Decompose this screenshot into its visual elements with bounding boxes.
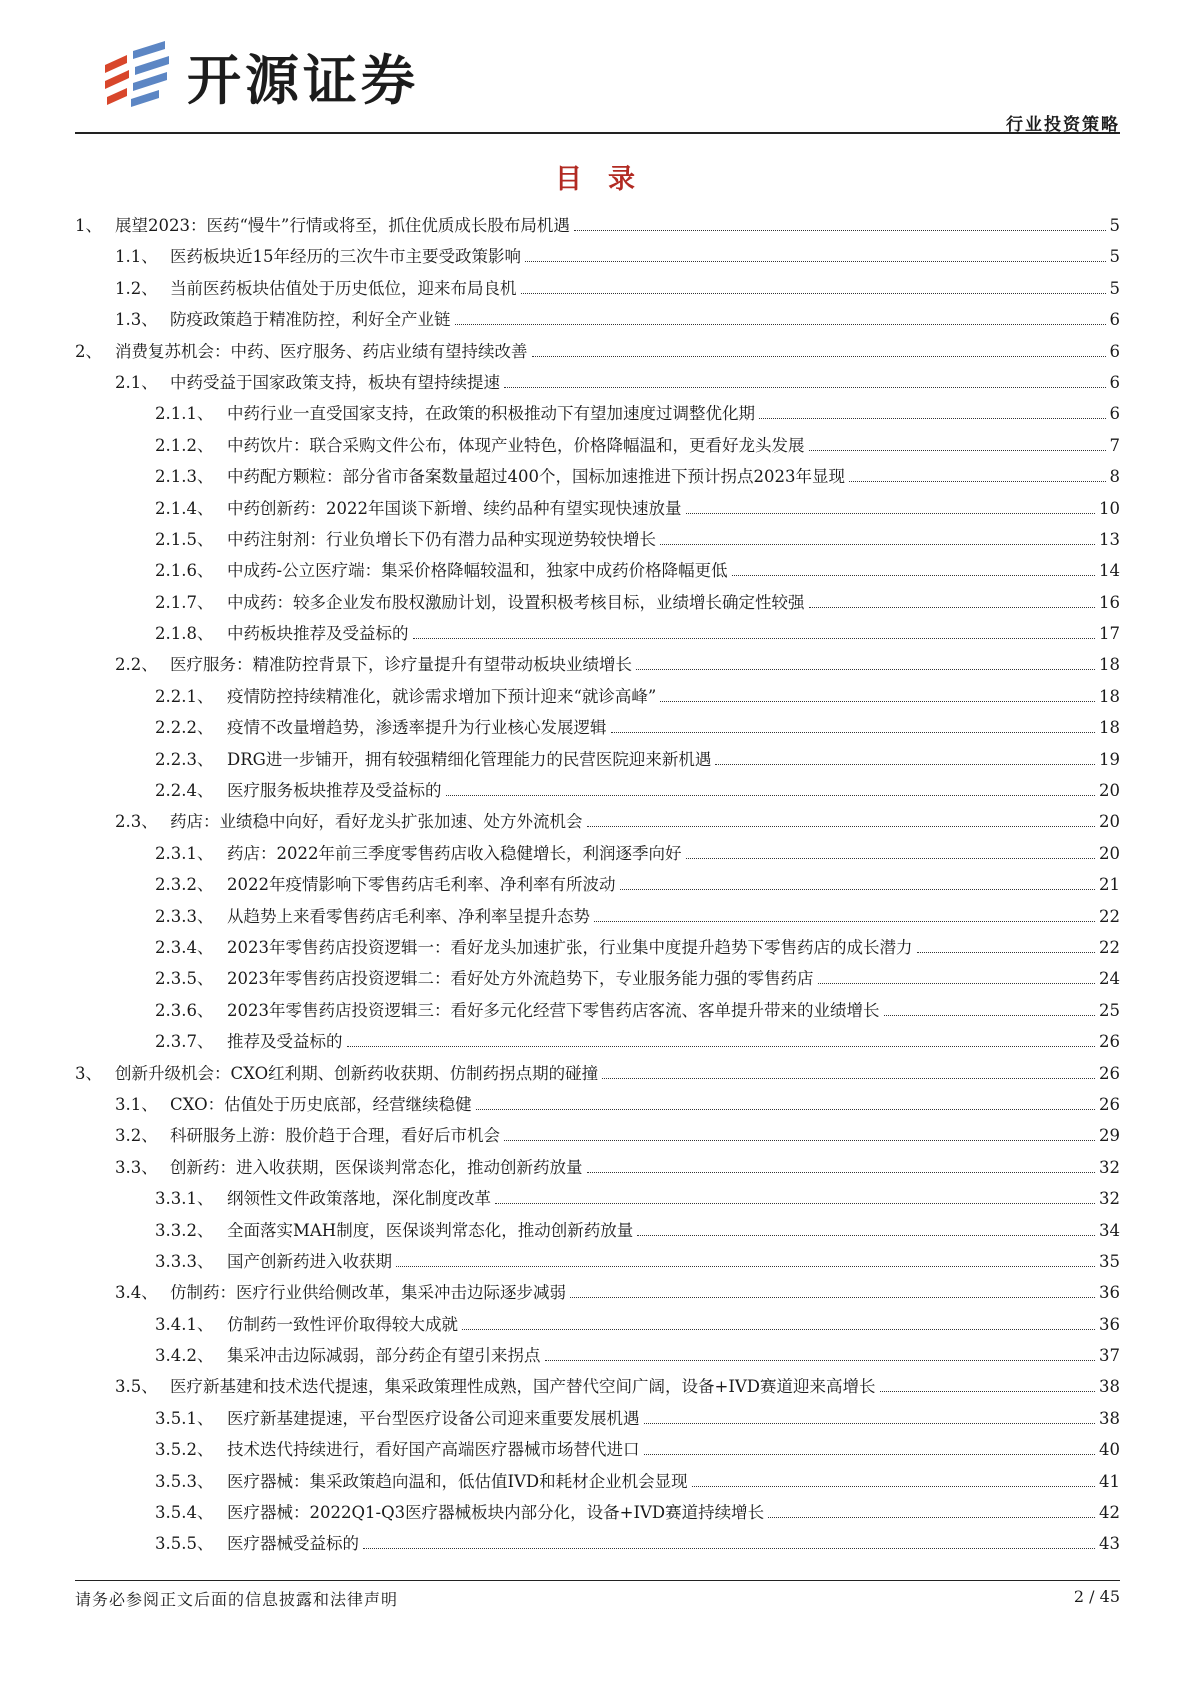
- toc-entry-page: 34: [1099, 1220, 1120, 1240]
- toc-entry-number: 2.1.3、: [155, 467, 214, 487]
- toc-entry-title: 2023年零售药店投资逻辑二：看好处方外流趋势下，专业服务能力强的零售药店: [227, 969, 814, 989]
- toc-entry-title: 全面落实MAH制度，医保谈判常态化，推动创新药放量: [227, 1220, 634, 1240]
- toc-dot-leader: [532, 356, 1106, 357]
- toc-entry-number: 3.4、: [115, 1283, 158, 1303]
- toc-dot-leader: [570, 1297, 1095, 1298]
- toc-entry[interactable]: [75, 432, 1120, 463]
- toc-entry-title: 中药注射剂：行业负增长下仍有潜力品种实现逆势较快增长: [227, 529, 656, 549]
- toc-dot-leader: [686, 858, 1096, 859]
- toc-entry-page: 42: [1099, 1503, 1120, 1523]
- toc-entry[interactable]: [75, 1468, 1120, 1499]
- toc-dot-leader: [732, 575, 1095, 576]
- toc-entry[interactable]: [75, 1405, 1120, 1436]
- toc-entry[interactable]: [75, 495, 1120, 526]
- toc-entry[interactable]: [75, 338, 1120, 369]
- toc-entry-page: 35: [1099, 1251, 1120, 1271]
- toc-entry-title: 创新升级机会：CXO红利期、创新药收获期、仿制药拐点期的碰撞: [115, 1063, 599, 1083]
- toc-entry[interactable]: [75, 369, 1120, 400]
- toc-entry-page: 18: [1099, 655, 1120, 675]
- toc-entry-number: 3.5.1、: [155, 1408, 214, 1428]
- toc-dot-leader: [446, 795, 1096, 796]
- toc-entry-number: 1.1、: [115, 247, 158, 267]
- toc-entry-title: 医疗服务：精准防控背景下，诊疗量提升有望带动板块业绩增长: [170, 655, 632, 675]
- toc-entry[interactable]: [75, 683, 1120, 714]
- toc-entry-title: 医药板块近15年经历的三次牛市主要受政策影响: [170, 247, 521, 267]
- toc-dot-leader: [574, 230, 1106, 231]
- toc-entry-title: 医疗器械：2022Q1-Q3医疗器械板块内部分化，设备+IVD赛道持续增长: [227, 1503, 765, 1523]
- toc-dot-leader: [611, 732, 1096, 733]
- toc-entry-number: 2.1.8、: [155, 624, 214, 644]
- toc-entry-title: 中药行业一直受国家支持，在政策的积极推动下有望加速度过调整优化期: [227, 404, 755, 424]
- toc-entry-page: 36: [1099, 1283, 1120, 1303]
- toc-dot-leader: [637, 1235, 1095, 1236]
- toc-entry-page: 8: [1109, 467, 1120, 487]
- toc-entry[interactable]: [75, 1373, 1120, 1404]
- toc-entry-title: 药店：2022年前三季度零售药店收入稳健增长，利润逐季向好: [227, 843, 682, 863]
- toc-entry[interactable]: [75, 557, 1120, 588]
- toc-entry-title: 中药配方颗粒：部分省市备案数量超过400个，国标加速推进下预计拐点2023年显现: [227, 467, 845, 487]
- toc-entry-number: 2.1、: [115, 372, 158, 392]
- toc-entry-page: 13: [1099, 529, 1120, 549]
- toc-dot-leader: [476, 1109, 1095, 1110]
- toc-entry-title: 医疗新基建和技术迭代提速，集采政策理性成熟，国产替代空间广阔，设备+IVD赛道迎来高增长: [170, 1377, 876, 1397]
- toc-dot-leader: [594, 921, 1095, 922]
- toc-entry-title: 中药受益于国家政策支持，板块有望持续提速: [170, 372, 500, 392]
- toc-entry-title: 创新药：进入收获期，医保谈判常态化，推动创新药放量: [170, 1157, 583, 1177]
- toc-entry-title: 中药创新药：2022年国谈下新增、续约品种有望实现快速放量: [227, 498, 682, 518]
- toc-entry-number: 3.5.3、: [155, 1471, 214, 1491]
- toc-entry-title: 仿制药：医疗行业供给侧改革，集采冲击边际逐步减弱: [170, 1283, 566, 1303]
- toc-entry-title: 中成药-公立医疗端：集采价格降幅较温和，独家中成药价格降幅更低: [227, 561, 728, 581]
- toc-entry-number: 1、: [75, 216, 102, 235]
- toc-entry-number: 2.1.4、: [155, 498, 214, 518]
- toc-entry[interactable]: [75, 934, 1120, 965]
- toc-entry[interactable]: [75, 871, 1120, 902]
- toc-entry[interactable]: [75, 1091, 1120, 1122]
- toc-dot-leader: [809, 607, 1096, 608]
- toc-entry-page: 32: [1099, 1157, 1120, 1177]
- toc-entry-title: 药店：业绩稳中向好，看好龙头扩张加速、处方外流机会: [170, 812, 583, 832]
- page-header: [75, 30, 1120, 135]
- toc-entry-title: 医疗新基建提速，平台型医疗设备公司迎来重要发展机遇: [227, 1408, 640, 1428]
- toc-entry-number: 2.1.2、: [155, 435, 214, 455]
- toc-entry-title: 中药板块推荐及受益标的: [227, 624, 409, 644]
- toc-entry[interactable]: [75, 1530, 1120, 1561]
- toc-title: 目录: [555, 164, 661, 195]
- toc-entry-page: 38: [1099, 1377, 1120, 1397]
- toc-entry-number: 2.1.1、: [155, 404, 214, 424]
- toc-dot-leader: [602, 1078, 1095, 1079]
- toc-entry-title: 消费复苏机会：中药、医疗服务、药店业绩有望持续改善: [115, 341, 528, 361]
- toc-entry-page: 20: [1099, 812, 1120, 832]
- toc-entry-title: 2023年零售药店投资逻辑三：看好多元化经营下零售药店客流、客单提升带来的业绩增长: [227, 1000, 880, 1020]
- toc-entry-page: 40: [1099, 1440, 1120, 1460]
- toc-entry-title: 疫情不改量增趋势，渗透率提升为行业核心发展逻辑: [227, 718, 607, 738]
- toc-entry-page: 6: [1109, 341, 1120, 361]
- toc-entry[interactable]: [75, 1217, 1120, 1248]
- toc-dot-leader: [413, 638, 1096, 639]
- toc-dot-leader: [660, 701, 1095, 702]
- toc-entry[interactable]: [75, 1279, 1120, 1310]
- toc-dot-leader: [504, 1140, 1095, 1141]
- toc-entry-page: 10: [1099, 498, 1120, 518]
- toc-entry[interactable]: [75, 997, 1120, 1028]
- toc-dot-leader: [396, 1266, 1095, 1267]
- toc-entry-number: 2.3.5、: [155, 969, 214, 989]
- toc-entry-title: 中药饮片：联合采购文件公布，体现产业特色，价格降幅温和，更看好龙头发展: [227, 435, 805, 455]
- toc-dot-leader: [715, 764, 1095, 765]
- toc-entry-number: 2.2.3、: [155, 749, 214, 769]
- toc-entry[interactable]: [75, 965, 1120, 996]
- brand-logo-icon: [97, 41, 177, 113]
- toc-entry[interactable]: [75, 1185, 1120, 1216]
- toc-dot-leader: [636, 669, 1095, 670]
- toc-entry-number: 3.5.2、: [155, 1440, 214, 1460]
- toc-entry-title: 2022年疫情影响下零售药店毛利率、净利率有所波动: [227, 875, 616, 895]
- toc-entry-title: 疫情防控持续精准化，就诊需求增加下预计迎来“就诊高峰”: [227, 686, 657, 706]
- toc-dot-leader: [849, 481, 1106, 482]
- toc-dot-leader: [495, 1203, 1095, 1204]
- toc-entry-number: 3.3.1、: [155, 1189, 214, 1209]
- toc-entry-number: 3.4.2、: [155, 1346, 214, 1366]
- toc-entry-page: 6: [1109, 404, 1120, 424]
- toc-dot-leader: [347, 1046, 1096, 1047]
- toc-entry[interactable]: [75, 1122, 1120, 1153]
- toc-dot-leader: [525, 261, 1106, 262]
- toc-entry-title: 集采冲击边际减弱，部分药企有望引来拐点: [227, 1346, 541, 1366]
- toc-entry-page: 21: [1099, 875, 1120, 895]
- toc-entry-title: 2023年零售药店投资逻辑一：看好龙头加速扩张，行业集中度提升趋势下零售药店的成长潜力: [227, 937, 913, 957]
- toc-dot-leader: [660, 544, 1095, 545]
- toc-dot-leader: [917, 952, 1096, 953]
- toc-entry-page: 20: [1099, 843, 1120, 863]
- toc-entry-page: 19: [1099, 749, 1120, 769]
- toc-entry-page: 5: [1109, 247, 1120, 267]
- toc-entry-number: 1.3、: [115, 310, 158, 330]
- toc-entry-page: 43: [1099, 1534, 1120, 1554]
- toc-entry-number: 3.1、: [115, 1094, 158, 1114]
- toc-entry-number: 2.3.4、: [155, 937, 214, 957]
- toc-dot-leader: [759, 418, 1106, 419]
- toc-dot-leader: [620, 889, 1096, 890]
- toc-entry-page: 6: [1109, 372, 1120, 392]
- toc-entry-page: 7: [1109, 435, 1120, 455]
- toc-entry-number: 2、: [75, 341, 102, 361]
- toc-entry-page: 22: [1099, 937, 1120, 957]
- toc-entry-number: 3.4.1、: [155, 1314, 214, 1334]
- toc-entry-number: 2.3.7、: [155, 1032, 214, 1052]
- toc-entry-number: 2.3、: [115, 812, 158, 832]
- toc-entry-title: 从趋势上来看零售药店毛利率、净利率呈提升态势: [227, 906, 590, 926]
- report-type: 行业投资策略: [1006, 115, 1120, 135]
- toc-entry[interactable]: [75, 243, 1120, 274]
- toc-entry-title: 医疗器械受益标的: [227, 1534, 359, 1554]
- toc-entry-title: 仿制药一致性评价取得较大成就: [227, 1314, 458, 1334]
- toc-dot-leader: [545, 1360, 1096, 1361]
- toc-dot-leader: [521, 293, 1106, 294]
- header-divider: [75, 132, 1120, 134]
- toc-entry-number: 3、: [75, 1063, 102, 1083]
- toc-entry-page: 26: [1099, 1032, 1120, 1052]
- toc-entry-number: 2.2.2、: [155, 718, 214, 738]
- toc-entry-page: 32: [1099, 1189, 1120, 1209]
- toc-dot-leader: [880, 1391, 1096, 1392]
- toc-entry-title: 技术迭代持续进行，看好国产高端医疗器械市场替代进口: [227, 1440, 640, 1460]
- toc-entry[interactable]: [75, 903, 1120, 934]
- toc-entry-number: 2.1.7、: [155, 592, 214, 612]
- toc-entry[interactable]: [75, 526, 1120, 557]
- toc-dot-leader: [686, 513, 1096, 514]
- toc-entry-number: 3.5、: [115, 1377, 158, 1397]
- toc-dot-leader: [587, 826, 1096, 827]
- toc-entry-number: 2.1.5、: [155, 529, 214, 549]
- toc-entry[interactable]: [75, 1154, 1120, 1185]
- toc-dot-leader: [809, 450, 1106, 451]
- toc-entry[interactable]: [75, 1342, 1120, 1373]
- toc-dot-leader: [818, 983, 1096, 984]
- toc-dot-leader: [363, 1548, 1095, 1549]
- toc-entry[interactable]: [75, 589, 1120, 620]
- toc-entry-number: 2.2.1、: [155, 686, 214, 706]
- toc-entry-title: 中成药：较多企业发布股权激励计划，设置积极考核目标，业绩增长确定性较强: [227, 592, 805, 612]
- toc-entry-number: 2.3.2、: [155, 875, 214, 895]
- toc-dot-leader: [455, 324, 1106, 325]
- toc-entry-title: 科研服务上游：股价趋于合理，看好后市机会: [170, 1126, 500, 1146]
- toc-entry-page: 5: [1109, 216, 1120, 235]
- toc-entry[interactable]: [75, 746, 1120, 777]
- toc-entry-title: 国产创新药进入收获期: [227, 1251, 392, 1271]
- toc-entry-number: 2.2、: [115, 655, 158, 675]
- toc-entry-page: 18: [1099, 686, 1120, 706]
- toc-entry[interactable]: [75, 275, 1120, 306]
- toc-entry-title: 纲领性文件政策落地，深化制度改革: [227, 1189, 491, 1209]
- toc-entry-number: 2.3.1、: [155, 843, 214, 863]
- toc-entry-page: 16: [1099, 592, 1120, 612]
- toc-entry-page: 24: [1099, 969, 1120, 989]
- table-of-contents: [75, 212, 1120, 1562]
- toc-entry[interactable]: [75, 1060, 1120, 1091]
- toc-entry-number: 3.2、: [115, 1126, 158, 1146]
- toc-dot-leader: [884, 1015, 1096, 1016]
- toc-entry-number: 2.2.4、: [155, 781, 214, 801]
- toc-dot-leader: [644, 1423, 1096, 1424]
- toc-entry-title: 展望2023：医药“慢牛”行情或将至，抓住优质成长股布局机遇: [115, 216, 570, 235]
- toc-entry[interactable]: [75, 1436, 1120, 1467]
- toc-entry-number: 3.5.4、: [155, 1503, 214, 1523]
- toc-entry-page: 38: [1099, 1408, 1120, 1428]
- brand-name: 开源证券: [187, 49, 419, 112]
- brand-logo: [97, 38, 419, 115]
- toc-entry[interactable]: [75, 1499, 1120, 1530]
- toc-entry-title: 当前医药板块估值处于历史低位，迎来布局良机: [170, 278, 517, 298]
- toc-entry-page: 37: [1099, 1346, 1120, 1366]
- toc-entry[interactable]: [75, 808, 1120, 839]
- toc-entry-page: 26: [1099, 1063, 1120, 1083]
- toc-entry-page: 41: [1099, 1471, 1120, 1491]
- toc-dot-leader: [587, 1172, 1096, 1173]
- toc-entry[interactable]: [75, 1248, 1120, 1279]
- toc-entry-page: 20: [1099, 781, 1120, 801]
- toc-entry-page: 6: [1109, 310, 1120, 330]
- toc-entry-number: 3.3.3、: [155, 1251, 214, 1271]
- toc-dot-leader: [768, 1517, 1095, 1518]
- page-indicator: 2 / 45: [1073, 1587, 1120, 1606]
- toc-entry[interactable]: [75, 714, 1120, 745]
- toc-entry-page: 14: [1099, 561, 1120, 581]
- toc-entry[interactable]: [75, 306, 1120, 337]
- toc-entry-page: 18: [1099, 718, 1120, 738]
- toc-entry[interactable]: [75, 400, 1120, 431]
- toc-entry-page: 22: [1099, 906, 1120, 926]
- footer-disclaimer: 请务必参阅正文后面的信息披露和法律声明: [75, 1590, 399, 1609]
- toc-entry-number: 1.2、: [115, 278, 158, 298]
- toc-entry-page: 26: [1099, 1094, 1120, 1114]
- toc-entry-number: 2.3.6、: [155, 1000, 214, 1020]
- toc-dot-leader: [644, 1454, 1096, 1455]
- toc-entry[interactable]: [75, 651, 1120, 682]
- toc-dot-leader: [462, 1329, 1095, 1330]
- toc-entry-title: 推荐及受益标的: [227, 1032, 343, 1052]
- toc-entry-title: DRG进一步铺开，拥有较强精细化管理能力的民营医院迎来新机遇: [227, 749, 712, 769]
- toc-entry[interactable]: [75, 1311, 1120, 1342]
- toc-entry[interactable]: [75, 463, 1120, 494]
- toc-entry[interactable]: [75, 777, 1120, 808]
- toc-entry-title: 防疫政策趋于精准防控，利好全产业链: [170, 310, 451, 330]
- toc-entry-title: 医疗服务板块推荐及受益标的: [227, 781, 442, 801]
- toc-dot-leader: [692, 1486, 1095, 1487]
- toc-entry[interactable]: [75, 840, 1120, 871]
- toc-entry-page: 17: [1099, 624, 1120, 644]
- toc-entry-page: 5: [1109, 278, 1120, 298]
- toc-entry[interactable]: [75, 1028, 1120, 1059]
- toc-entry-number: 3.5.5、: [155, 1534, 214, 1554]
- toc-entry-title: 医疗器械：集采政策趋向温和，低估值IVD和耗材企业机会显现: [227, 1471, 688, 1491]
- toc-entry-page: 29: [1099, 1126, 1120, 1146]
- toc-entry-number: 3.3、: [115, 1157, 158, 1177]
- footer-divider: [75, 1580, 1120, 1581]
- toc-entry-page: 25: [1099, 1000, 1120, 1020]
- toc-entry[interactable]: [75, 620, 1120, 651]
- toc-entry-title: CXO：估值处于历史底部，经营继续稳健: [170, 1094, 472, 1114]
- toc-entry-number: 2.3.3、: [155, 906, 214, 926]
- toc-entry-number: 2.1.6、: [155, 561, 214, 581]
- toc-entry[interactable]: [75, 212, 1120, 243]
- toc-entry-number: 3.3.2、: [155, 1220, 214, 1240]
- toc-dot-leader: [504, 387, 1106, 388]
- toc-entry-page: 36: [1099, 1314, 1120, 1334]
